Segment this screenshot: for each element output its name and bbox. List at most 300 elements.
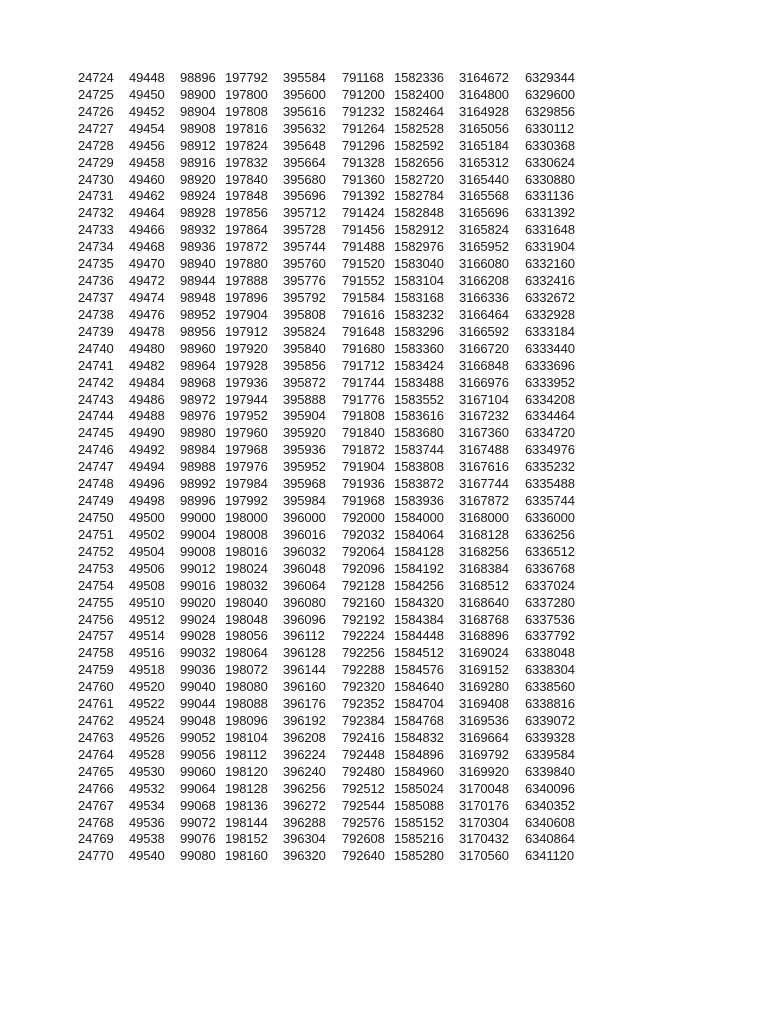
table-cell: 395760: [283, 256, 326, 272]
table-cell: 198072: [225, 662, 268, 678]
table-cell: 24761: [78, 696, 114, 712]
table-cell: 99036: [180, 662, 216, 678]
table-cell: 791328: [342, 154, 385, 170]
table-cell: 1583168: [394, 289, 444, 305]
table-cell: 1585024: [394, 780, 444, 796]
table-cell: 99068: [180, 797, 216, 813]
table-cell: 3166848: [459, 357, 509, 373]
table-cell: 1583808: [394, 459, 444, 475]
table-cell: 3169792: [459, 746, 509, 762]
table-row: [78, 104, 598, 121]
table-cell: 3170176: [459, 797, 509, 813]
table-cell: 49498: [129, 493, 165, 509]
table-cell: 98904: [180, 103, 216, 119]
table-row: [78, 408, 598, 425]
table-row: [78, 493, 598, 510]
table-cell: 24729: [78, 154, 114, 170]
table-cell: 24741: [78, 357, 114, 373]
table-cell: 6329856: [525, 103, 575, 119]
table-cell: 99000: [180, 509, 216, 525]
table-cell: 98936: [180, 239, 216, 255]
table-cell: 792288: [342, 662, 385, 678]
table-cell: 3169408: [459, 696, 509, 712]
table-cell: 24759: [78, 662, 114, 678]
table-cell: 395872: [283, 374, 326, 390]
table-cell: 98984: [180, 442, 216, 458]
table-cell: 1583488: [394, 374, 444, 390]
table-cell: 24740: [78, 340, 114, 356]
table-row: [78, 815, 598, 832]
table-cell: 791520: [342, 256, 385, 272]
table-cell: 24733: [78, 222, 114, 238]
table-row: [78, 781, 598, 798]
table-cell: 24750: [78, 509, 114, 525]
table-cell: 395984: [283, 493, 326, 509]
table-cell: 98928: [180, 205, 216, 221]
table-row: [78, 662, 598, 679]
table-cell: 1584832: [394, 729, 444, 745]
table-cell: 1584704: [394, 696, 444, 712]
table-cell: 1582720: [394, 171, 444, 187]
table-cell: 24765: [78, 763, 114, 779]
table-row: [78, 561, 598, 578]
table-cell: 24736: [78, 273, 114, 289]
table-cell: 24763: [78, 729, 114, 745]
table-cell: 1582464: [394, 103, 444, 119]
table-cell: 6331648: [525, 222, 575, 238]
table-cell: 99040: [180, 679, 216, 695]
table-cell: 49522: [129, 696, 165, 712]
table-cell: 49456: [129, 137, 165, 153]
table-cell: 3170304: [459, 814, 509, 830]
table-cell: 395808: [283, 306, 326, 322]
table-cell: 6334208: [525, 391, 575, 407]
table-cell: 6338048: [525, 645, 575, 661]
table-cell: 198040: [225, 594, 268, 610]
table-cell: 24767: [78, 797, 114, 813]
table-cell: 198104: [225, 729, 268, 745]
table-cell: 24751: [78, 526, 114, 542]
table-cell: 99012: [180, 560, 216, 576]
table-cell: 198160: [225, 848, 268, 864]
table-cell: 197848: [225, 188, 268, 204]
table-cell: 49524: [129, 713, 165, 729]
table-cell: 98976: [180, 408, 216, 424]
table-cell: 49512: [129, 611, 165, 627]
table-cell: 49468: [129, 239, 165, 255]
table-cell: 6337280: [525, 594, 575, 610]
table-cell: 197832: [225, 154, 268, 170]
table-cell: 198080: [225, 679, 268, 695]
table-row: [78, 476, 598, 493]
table-cell: 1584000: [394, 509, 444, 525]
table-cell: 3168128: [459, 526, 509, 542]
table-cell: 395632: [283, 120, 326, 136]
table-cell: 6341120: [525, 848, 574, 864]
table-row: [78, 155, 598, 172]
table-cell: 197896: [225, 289, 268, 305]
table-cell: 3164928: [459, 103, 509, 119]
number-table: [78, 70, 598, 865]
table-cell: 99048: [180, 713, 216, 729]
table-cell: 98940: [180, 256, 216, 272]
table-cell: 3168640: [459, 594, 509, 610]
table-cell: 198064: [225, 645, 268, 661]
table-cell: 1584640: [394, 679, 444, 695]
table-cell: 197800: [225, 86, 268, 102]
table-cell: 395904: [283, 408, 326, 424]
table-cell: 3165440: [459, 171, 509, 187]
table-cell: 792128: [342, 577, 385, 593]
table-cell: 1583232: [394, 306, 444, 322]
table-row: [78, 256, 598, 273]
table-cell: 395648: [283, 137, 326, 153]
table-cell: 396064: [283, 577, 326, 593]
table-cell: 198096: [225, 713, 268, 729]
table-cell: 24755: [78, 594, 114, 610]
table-cell: 198128: [225, 780, 268, 796]
table-cell: 99056: [180, 746, 216, 762]
table-cell: 197864: [225, 222, 268, 238]
table-cell: 98932: [180, 222, 216, 238]
table-cell: 791904: [342, 459, 385, 475]
table-cell: 24769: [78, 831, 114, 847]
table-cell: 792608: [342, 831, 385, 847]
table-row: [78, 747, 598, 764]
table-row: [78, 70, 598, 87]
table-cell: 6336512: [525, 543, 575, 559]
table-cell: 792416: [342, 729, 385, 745]
table-cell: 49488: [129, 408, 165, 424]
table-cell: 396048: [283, 560, 326, 576]
table-cell: 791776: [342, 391, 385, 407]
table-cell: 395824: [283, 323, 326, 339]
table-cell: 6340096: [525, 780, 575, 796]
table-cell: 24742: [78, 374, 114, 390]
table-row: [78, 612, 598, 629]
table-cell: 6330112: [525, 120, 574, 136]
table-cell: 3169024: [459, 645, 509, 661]
table-cell: 99020: [180, 594, 216, 610]
table-cell: 197984: [225, 476, 268, 492]
table-cell: 3167744: [459, 476, 509, 492]
table-cell: 3168256: [459, 543, 509, 559]
table-row: [78, 679, 598, 696]
table-cell: 6329600: [525, 86, 575, 102]
table-cell: 1583424: [394, 357, 444, 373]
table-cell: 791840: [342, 425, 385, 441]
table-cell: 1585088: [394, 797, 444, 813]
table-cell: 99072: [180, 814, 216, 830]
table-cell: 6334464: [525, 408, 575, 424]
table-cell: 6332416: [525, 273, 575, 289]
table-cell: 197872: [225, 239, 268, 255]
table-cell: 792320: [342, 679, 385, 695]
table-cell: 197792: [225, 70, 268, 85]
table-cell: 198120: [225, 763, 268, 779]
table-cell: 1585280: [394, 848, 444, 864]
table-cell: 6332160: [525, 256, 575, 272]
table-cell: 1583616: [394, 408, 444, 424]
table-cell: 1583296: [394, 323, 444, 339]
table-cell: 98912: [180, 137, 216, 153]
table-cell: 49476: [129, 306, 165, 322]
table-cell: 396256: [283, 780, 326, 796]
table-cell: 6333440: [525, 340, 575, 356]
table-cell: 6334720: [525, 425, 575, 441]
table-cell: 6332928: [525, 306, 575, 322]
table-row: [78, 595, 598, 612]
table-row: [78, 273, 598, 290]
table-cell: 395616: [283, 103, 326, 119]
table-cell: 6333184: [525, 323, 575, 339]
table-cell: 49484: [129, 374, 165, 390]
table-cell: 24748: [78, 476, 114, 492]
table-cell: 3169280: [459, 679, 509, 695]
table-cell: 3166976: [459, 374, 509, 390]
table-cell: 395952: [283, 459, 326, 475]
table-cell: 6331392: [525, 205, 575, 221]
table-cell: 3168896: [459, 628, 509, 644]
table-cell: 3164800: [459, 86, 509, 102]
table-cell: 791712: [342, 357, 385, 373]
table-cell: 49470: [129, 256, 165, 272]
table-cell: 1583680: [394, 425, 444, 441]
table-cell: 1582784: [394, 188, 444, 204]
table-row: [78, 425, 598, 442]
table-cell: 6339072: [525, 713, 575, 729]
table-cell: 1584320: [394, 594, 444, 610]
table-cell: 24735: [78, 256, 114, 272]
table-row: [78, 628, 598, 645]
table-cell: 6333952: [525, 374, 575, 390]
table-cell: 98952: [180, 306, 216, 322]
table-row: [78, 358, 598, 375]
table-cell: 24744: [78, 408, 114, 424]
table-cell: 792352: [342, 696, 385, 712]
table-cell: 3167872: [459, 493, 509, 509]
table-cell: 198048: [225, 611, 268, 627]
table-cell: 395744: [283, 239, 326, 255]
table-cell: 1584064: [394, 526, 444, 542]
table-cell: 395728: [283, 222, 326, 238]
table-cell: 3169920: [459, 763, 509, 779]
table-row: [78, 205, 598, 222]
table-cell: 6329344: [525, 70, 575, 85]
table-cell: 49506: [129, 560, 165, 576]
table-cell: 49538: [129, 831, 165, 847]
table-cell: 3167488: [459, 442, 509, 458]
table-cell: 198032: [225, 577, 268, 593]
table-cell: 1584448: [394, 628, 444, 644]
table-cell: 197824: [225, 137, 268, 153]
table-cell: 396224: [283, 746, 326, 762]
table-cell: 1583744: [394, 442, 444, 458]
table-cell: 99024: [180, 611, 216, 627]
table-cell: 99004: [180, 526, 216, 542]
table-cell: 98944: [180, 273, 216, 289]
table-cell: 6330624: [525, 154, 575, 170]
table-cell: 395712: [283, 205, 326, 221]
table-cell: 49458: [129, 154, 165, 170]
table-cell: 396128: [283, 645, 326, 661]
table-row: [78, 764, 598, 781]
table-cell: 6330368: [525, 137, 575, 153]
table-cell: 396096: [283, 611, 326, 627]
table-cell: 24754: [78, 577, 114, 593]
table-cell: 395856: [283, 357, 326, 373]
table-cell: 49448: [129, 70, 165, 85]
table-cell: 98948: [180, 289, 216, 305]
table-cell: 49490: [129, 425, 165, 441]
table-cell: 197968: [225, 442, 268, 458]
table-cell: 396016: [283, 526, 326, 542]
table-cell: 1582848: [394, 205, 444, 221]
table-cell: 99080: [180, 848, 216, 864]
table-cell: 396320: [283, 848, 326, 864]
table-cell: 24730: [78, 171, 114, 187]
table-cell: 3164672: [459, 70, 509, 85]
table-cell: 98908: [180, 120, 216, 136]
table-cell: 6339328: [525, 729, 575, 745]
table-row: [78, 544, 598, 561]
table-cell: 24756: [78, 611, 114, 627]
table-row: [78, 442, 598, 459]
table-cell: 49518: [129, 662, 165, 678]
table-cell: 98920: [180, 171, 216, 187]
table-cell: 3166336: [459, 289, 509, 305]
table-cell: 49460: [129, 171, 165, 187]
table-cell: 791968: [342, 493, 385, 509]
table-cell: 791264: [342, 120, 385, 136]
table-cell: 49514: [129, 628, 165, 644]
table-cell: 1584768: [394, 713, 444, 729]
table-cell: 24745: [78, 425, 114, 441]
table-cell: 49504: [129, 543, 165, 559]
table-cell: 24726: [78, 103, 114, 119]
table-cell: 49450: [129, 86, 165, 102]
table-cell: 98992: [180, 476, 216, 492]
table-cell: 3170560: [459, 848, 509, 864]
table-cell: 197880: [225, 256, 268, 272]
table-cell: 197952: [225, 408, 268, 424]
table-cell: 49510: [129, 594, 165, 610]
table-cell: 197904: [225, 306, 268, 322]
table-row: [78, 307, 598, 324]
table-cell: 791456: [342, 222, 385, 238]
table-cell: 791744: [342, 374, 385, 390]
table-cell: 396208: [283, 729, 326, 745]
table-cell: 3165952: [459, 239, 509, 255]
table-cell: 791232: [342, 103, 385, 119]
table-cell: 49480: [129, 340, 165, 356]
table-cell: 49520: [129, 679, 165, 695]
table-cell: 395968: [283, 476, 326, 492]
table-cell: 49486: [129, 391, 165, 407]
table-cell: 197976: [225, 459, 268, 475]
table-row: [78, 459, 598, 476]
table-cell: 24757: [78, 628, 114, 644]
table-cell: 49462: [129, 188, 165, 204]
table-cell: 49534: [129, 797, 165, 813]
table-cell: 395680: [283, 171, 326, 187]
table-cell: 395840: [283, 340, 326, 356]
table-cell: 395888: [283, 391, 326, 407]
table-cell: 49540: [129, 848, 165, 864]
table-cell: 3170432: [459, 831, 509, 847]
table-cell: 1582400: [394, 86, 444, 102]
table-cell: 197920: [225, 340, 268, 356]
table-cell: 1584256: [394, 577, 444, 593]
table-cell: 1583936: [394, 493, 444, 509]
table-cell: 198088: [225, 696, 268, 712]
table-cell: 791584: [342, 289, 385, 305]
table-cell: 791648: [342, 323, 385, 339]
table-cell: 6334976: [525, 442, 575, 458]
table-row: [78, 831, 598, 848]
table-cell: 396272: [283, 797, 326, 813]
table-cell: 1582656: [394, 154, 444, 170]
table-cell: 396080: [283, 594, 326, 610]
table-cell: 98900: [180, 86, 216, 102]
table-cell: 6332672: [525, 289, 575, 305]
table-row: [78, 341, 598, 358]
table-cell: 24770: [78, 848, 114, 864]
table-cell: 24727: [78, 120, 114, 136]
table-cell: 6336256: [525, 526, 575, 542]
table-cell: 791936: [342, 476, 385, 492]
table-cell: 24746: [78, 442, 114, 458]
table-cell: 98956: [180, 323, 216, 339]
table-cell: 3168000: [459, 509, 509, 525]
table-cell: 99064: [180, 780, 216, 796]
table-cell: 49492: [129, 442, 165, 458]
table-cell: 24753: [78, 560, 114, 576]
table-cell: 396304: [283, 831, 326, 847]
table-cell: 198008: [225, 526, 268, 542]
table-cell: 99028: [180, 628, 216, 644]
table-cell: 99016: [180, 577, 216, 593]
table-cell: 792544: [342, 797, 385, 813]
table-row: [78, 138, 598, 155]
table-row: [78, 645, 598, 662]
table-cell: 3167616: [459, 459, 509, 475]
table-cell: 24734: [78, 239, 114, 255]
table-cell: 396112: [283, 628, 325, 644]
table-cell: 6340608: [525, 814, 575, 830]
table-cell: 198016: [225, 543, 268, 559]
table-cell: 197944: [225, 391, 268, 407]
table-cell: 396192: [283, 713, 326, 729]
table-cell: 98980: [180, 425, 216, 441]
table-cell: 98964: [180, 357, 216, 373]
table-cell: 395920: [283, 425, 326, 441]
table-cell: 49452: [129, 103, 165, 119]
table-cell: 99052: [180, 729, 216, 745]
table-cell: 98924: [180, 188, 216, 204]
table-cell: 49502: [129, 526, 165, 542]
table-cell: 6338816: [525, 696, 575, 712]
table-row: [78, 392, 598, 409]
table-cell: 197992: [225, 493, 268, 509]
table-cell: 395776: [283, 273, 326, 289]
table-cell: 99060: [180, 763, 216, 779]
table-cell: 24747: [78, 459, 114, 475]
table-cell: 24731: [78, 188, 114, 204]
table-row: [78, 730, 598, 747]
table-cell: 395936: [283, 442, 326, 458]
table-cell: 49478: [129, 323, 165, 339]
